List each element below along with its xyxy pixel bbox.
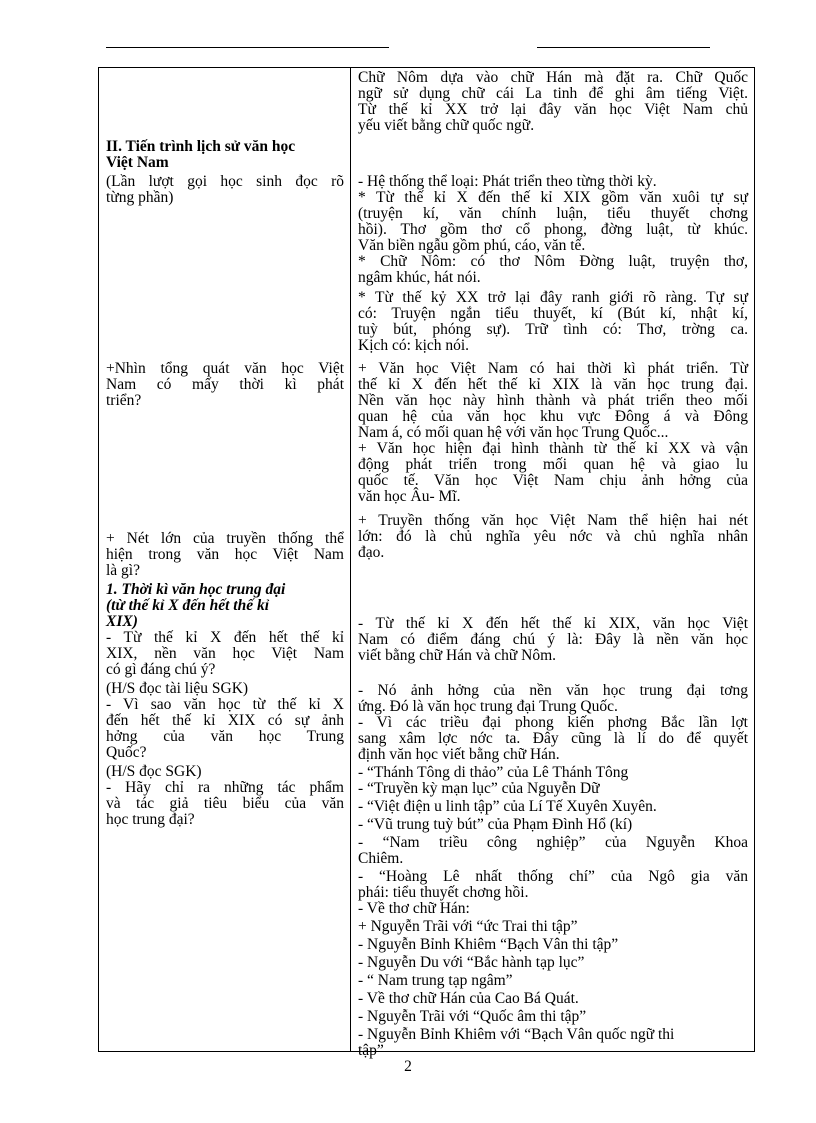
- right-text-line: thế kỉ X đến hết thế kỉ XIX là văn học trung đại.: [358, 376, 748, 393]
- left-text-line: - Từ thế kỉ X đến hết thế kỉ: [106, 629, 344, 646]
- left-text-line: - Hãy chỉ ra những tác phẩm: [106, 779, 344, 796]
- right-text-line: Chữ Nôm dựa vào chữ Hán mà đặt ra. Chữ Quốc: [358, 69, 748, 86]
- right-text-line: Kịch có: kịch nói.: [358, 337, 470, 354]
- right-text-line: - “Nam triều công nghiệp” của Nguyễn Khoa: [358, 834, 748, 851]
- page-number: 2: [404, 1058, 412, 1075]
- lesson-table: [98, 67, 755, 1059]
- right-text-line: định văn học viết bằng chữ Hán.: [358, 746, 560, 763]
- right-text-line: - Về thơ chữ Hán của Cao Bá Quát.: [358, 990, 579, 1007]
- left-text-line: là gì?: [106, 562, 140, 579]
- right-text-line: (truyện kí, văn chính luận, tiểu thuyết chơng: [358, 205, 748, 222]
- column-divider: [350, 68, 351, 1051]
- left-text-line: triển?: [106, 392, 142, 409]
- header-rule-right: [537, 47, 710, 48]
- left-text-line: + Nét lớn của truyền thống thể: [106, 530, 344, 547]
- left-text-line: có gì đáng chú ý?: [106, 661, 216, 678]
- right-text-line: hồi). Thơ gồm thơ cổ phong, đờng luật, từ khúc.: [358, 221, 748, 238]
- right-text-line: ngữ sử dụng chữ cái La tinh để ghi âm tiếng Việt.: [358, 85, 748, 102]
- left-text-line: học trung đại?: [106, 811, 195, 828]
- right-text-line: - “Vũ trung tuỳ bút” của Phạm Đình Hổ (kí): [358, 816, 633, 833]
- right-text-line: - Nguyễn Trãi với “Quốc âm thi tập”: [358, 1008, 587, 1025]
- right-text-line: - Nó ảnh hởng của nền văn học trung đại tơng: [358, 682, 748, 699]
- right-text-line: sang xâm lợc nớc ta. Đây cũng là lí do để quyết: [358, 730, 748, 747]
- right-text-line: + Văn học Việt Nam có hai thời kì phát triển. Từ: [358, 360, 748, 377]
- right-text-line: đạo.: [358, 544, 385, 561]
- left-text-line: Nam có mấy thời kì phát: [106, 376, 344, 393]
- right-text-line: Từ thế kỉ XX trở lại đây văn học Việt Nam chủ: [358, 101, 748, 118]
- right-text-line: lớn: đó là chủ nghĩa yêu nớc và chủ nghĩa nhân: [358, 528, 748, 545]
- left-text-line: Việt Nam: [106, 154, 169, 171]
- right-text-line: - Vì các triều đại phong kiến phơng Bắc lần lợt: [358, 714, 748, 731]
- right-text-line: - “Việt điện u linh tập” của Lí Tế Xuyên Xuyên.: [358, 798, 657, 815]
- right-text-line: ứng. Đó là văn học trung đại Trung Quốc.: [358, 698, 618, 715]
- right-text-line: tuỳ bút, phóng sự). Trữ tình có: Thơ, trờng ca.: [358, 321, 748, 338]
- right-text-line: yếu viết bằng chữ quốc ngữ.: [358, 117, 535, 134]
- left-text-line: (từ thế kỉ X đến hết thế kỉ: [106, 597, 269, 614]
- right-text-line: Nền văn học này hình thành và phát triển theo mối: [358, 392, 748, 409]
- left-text-line: đến hết thế kỉ XIX có sự ảnh: [106, 712, 344, 729]
- right-text-line: - Về thơ chữ Hán:: [358, 900, 470, 917]
- right-text-line: ngâm khúc, hát nói.: [358, 269, 481, 286]
- right-text-line: - “Thánh Tông di thảo” của Lê Thánh Tông: [358, 764, 629, 781]
- right-text-line: - Nguyễn Bỉnh Khiêm “Bạch Vân thi tập”: [358, 936, 619, 953]
- right-text-line: văn học Âu- Mĩ.: [358, 488, 461, 505]
- left-text-line: 1. Thời kì văn học trung đại: [106, 581, 286, 598]
- right-text-line: * Chữ Nôm: có thơ Nôm Đờng luật, truyện thơ,: [358, 253, 748, 270]
- right-text-line: Văn biền ngẫu gồm phú, cáo, văn tế.: [358, 237, 586, 254]
- left-text-line: hiện trong văn học Việt Nam: [106, 546, 344, 563]
- right-text-line: tập”: [358, 1042, 384, 1059]
- left-text-line: +Nhìn tổng quát văn học Việt: [106, 360, 344, 377]
- right-text-line: + Văn học hiện đại hình thành từ thế kỉ XX và vận: [358, 440, 748, 457]
- right-text-line: * Từ thế kỷ XX trở lại đây ranh giới rõ ràng. Tự sự: [358, 289, 748, 306]
- right-text-line: - “Hoàng Lê nhất thống chí” của Ngô gia văn: [358, 868, 748, 885]
- right-text-line: - “Truyền kỳ mạn lục” của Nguyễn Dữ: [358, 780, 600, 797]
- right-text-line: - Nguyễn Du với “Bắc hành tạp lục”: [358, 954, 585, 971]
- header-rule-left: [106, 47, 389, 48]
- right-text-line: + Truyền thống văn học Việt Nam thể hiện hai nét: [358, 512, 748, 529]
- right-text-line: Chiêm.: [358, 850, 404, 867]
- right-text-line: động phát triển trong mối quan hệ và giao lu: [358, 456, 748, 473]
- right-text-line: - Từ thế kỉ X đến hết thế kỉ XIX, văn học Việt: [358, 615, 748, 632]
- left-text-line: hởng của văn học Trung: [106, 728, 344, 745]
- left-text-line: (H/S đọc SGK): [106, 763, 202, 780]
- left-text-line: II. Tiến trình lịch sử văn học: [106, 138, 296, 155]
- left-text-line: (H/S đọc tài liệu SGK): [106, 680, 249, 697]
- left-text-line: XIX): [106, 613, 138, 630]
- right-text-line: quốc tế. Văn học Việt Nam chịu ảnh hởng của: [358, 472, 748, 489]
- right-text-line: Nam có điểm đáng chú ý là: Đây là nền văn học: [358, 631, 748, 648]
- right-text-line: - Nguyễn Bỉnh Khiêm với “Bạch Vân quốc ngữ thi: [358, 1026, 675, 1043]
- right-text-line: Nam á, có mối quan hệ với văn học Trung Quốc...: [358, 424, 669, 441]
- right-text-line: - “ Nam trung tạp ngâm”: [358, 972, 513, 989]
- right-text-line: phái: tiểu thuyết chơng hồi.: [358, 884, 529, 901]
- right-text-line: - Hệ thống thể loại: Phát triển theo từng thời kỳ.: [358, 173, 657, 190]
- right-text-line: * Từ thế kỉ X đến thế kỉ XIX gồm văn xuôi tự sự: [358, 189, 748, 206]
- right-text-line: viết bằng chữ Hán và chữ Nôm.: [358, 647, 557, 664]
- left-text-line: - Vì sao văn học từ thế kỉ X: [106, 696, 344, 713]
- left-text-line: và tác giả tiêu biểu của văn: [106, 795, 344, 812]
- left-text-line: từng phần): [106, 189, 174, 206]
- left-text-line: (Lần lượt gọi học sinh đọc rõ: [106, 173, 344, 190]
- right-text-line: có: Truyện ngắn tiểu thuyết, kí (Bút kí, nhật kí,: [358, 305, 748, 322]
- left-text-line: XIX, nền văn học Việt Nam: [106, 645, 344, 662]
- right-text-line: quan hệ của văn học khu vực Đông á và Đông: [358, 408, 748, 425]
- right-text-line: + Nguyễn Trãi với “ức Trai thi tập”: [358, 918, 578, 935]
- left-text-line: Quốc?: [106, 744, 147, 761]
